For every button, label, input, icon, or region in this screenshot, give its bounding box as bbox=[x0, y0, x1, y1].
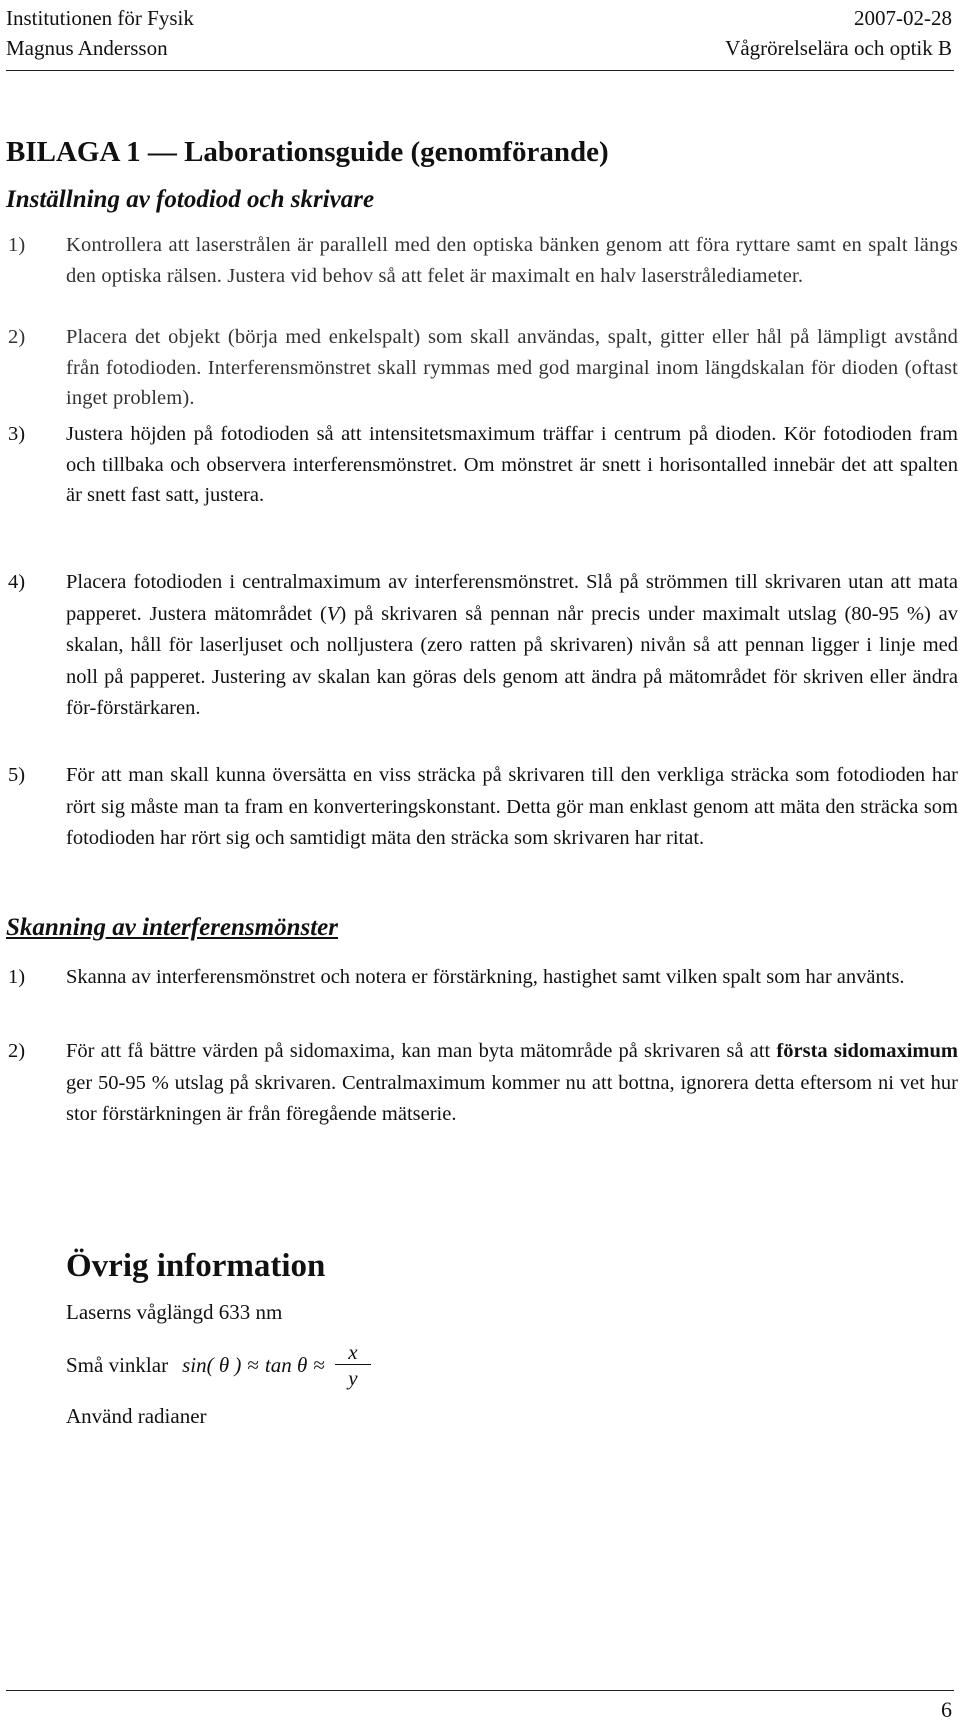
step-text: Skanna av interferensmönstret och notera er förstärkning, hastighet samt vilken spalt som har använts. bbox=[66, 966, 905, 988]
document-date: 2007-02-28 bbox=[854, 6, 952, 30]
voltage-symbol: V bbox=[326, 602, 340, 625]
tan-expression: tan θ bbox=[264, 1353, 308, 1377]
setup-step-5 bbox=[8, 760, 958, 855]
page-header-row-2 bbox=[6, 36, 952, 60]
step-text: Justera höjden på fotodioden så att intensitetsmaximum träffar i centrum på dioden. Kör fotodioden fram och tillbaka och observera interferensmönstret. Om mönstret är snett i horisontalled innebär det att spalten är snett fast satt, justera. bbox=[66, 423, 958, 506]
sin-expression: sin( θ ) bbox=[182, 1353, 242, 1377]
step-text: För att man skall kunna översätta en viss sträcka på skrivaren till den verkliga sträcka som fotodioden har rört sig måste man ta fram en konverteringskonstant. Detta gör man enklast genom att mäta den sträcka som fotodioden har rört sig och samtidigt mäta den sträcka som skrivaren har ritat. bbox=[66, 764, 958, 849]
footer-divider bbox=[6, 1690, 954, 1691]
x-over-y-fraction bbox=[335, 1340, 371, 1391]
laser-wavelength: Laserns våglängd 633 nm bbox=[66, 1300, 283, 1324]
step-number: 2) bbox=[8, 1040, 26, 1062]
setup-step-4 bbox=[8, 567, 958, 725]
step-number: 1) bbox=[8, 234, 26, 256]
emphasis-first-sidemax: första sidomaximum bbox=[776, 1040, 958, 1062]
small-angle-formula bbox=[66, 1340, 371, 1391]
setup-step-1 bbox=[8, 230, 958, 291]
setup-step-3 bbox=[8, 419, 958, 511]
step-text: För att få bättre värden på sidomaxima, kan man byta mätområde på skrivaren så att första sidomaximum ger 50-95 % utslag på skrivaren. Centralmaximum kommer nu att bottna, ignorera detta eftersom ni vet hur stor förstärkningen är från föregående mätserie. bbox=[66, 1040, 958, 1125]
step-number: 5) bbox=[8, 764, 26, 786]
department-name: Institutionen för Fysik bbox=[6, 6, 194, 30]
header-divider bbox=[6, 70, 954, 71]
approx-symbol-1: ≈ bbox=[247, 1353, 259, 1377]
step-number: 1) bbox=[8, 966, 26, 988]
fraction-numerator: x bbox=[348, 1340, 358, 1364]
fraction-denominator: y bbox=[348, 1366, 358, 1390]
step-number: 3) bbox=[8, 423, 26, 445]
page-number: 6 bbox=[941, 1697, 952, 1722]
info-heading: Övrig information bbox=[66, 1248, 326, 1284]
course-name: Vågrörelselära och optik B bbox=[725, 36, 952, 60]
setup-step-2 bbox=[8, 322, 958, 414]
page-title: BILAGA 1 — Laborationsguide (genomförande) bbox=[6, 136, 609, 168]
small-angles-label: Små vinklar bbox=[66, 1353, 169, 1377]
step-text: Placera det objekt (börja med enkelspalt) som skall användas, spalt, gitter eller hål på lämpligt avstånd från fotodioden. Interferensmönstret skall rymmas med god marginal inom längdskalan för dioden (oftast inget problem). bbox=[66, 326, 958, 409]
step-text: Kontrollera att laserstrålen är parallell med den optiska bänken genom att föra ryttare samt en spalt längs den optiska rälsen. Justera vid behov så att felet är maximalt en halv laserstrålediameter. bbox=[66, 234, 958, 287]
scan-step-2 bbox=[8, 1036, 958, 1131]
use-radians-note: Använd radianer bbox=[66, 1404, 207, 1428]
page-header-row-1 bbox=[6, 6, 952, 30]
step-number: 2) bbox=[8, 326, 26, 348]
section-heading-scanning: Skanning av interferensmönster bbox=[6, 914, 339, 941]
approx-symbol-2: ≈ bbox=[313, 1353, 325, 1377]
step-text: Placera fotodioden i centralmaximum av interferensmönstret. Slå på strömmen till skrivaren utan att mata papperet. Justera mätområdet (V) på skrivaren så pennan når precis under maximalt utslag (80-95 %) av skalan, håll för laserljuset och nolljustera (zero ratten på skrivaren) nivån så att pennan ligger i linje med noll på papperet. Justering av skalan kan göras dels genom att ändra på mätområdet för skriven eller ändra för-förstärkaren. bbox=[66, 571, 958, 719]
section-heading-setup: Inställning av fotodiod och skrivare bbox=[6, 186, 375, 213]
step-number: 4) bbox=[8, 571, 26, 593]
author-name: Magnus Andersson bbox=[6, 36, 168, 60]
scan-step-1 bbox=[8, 962, 958, 993]
